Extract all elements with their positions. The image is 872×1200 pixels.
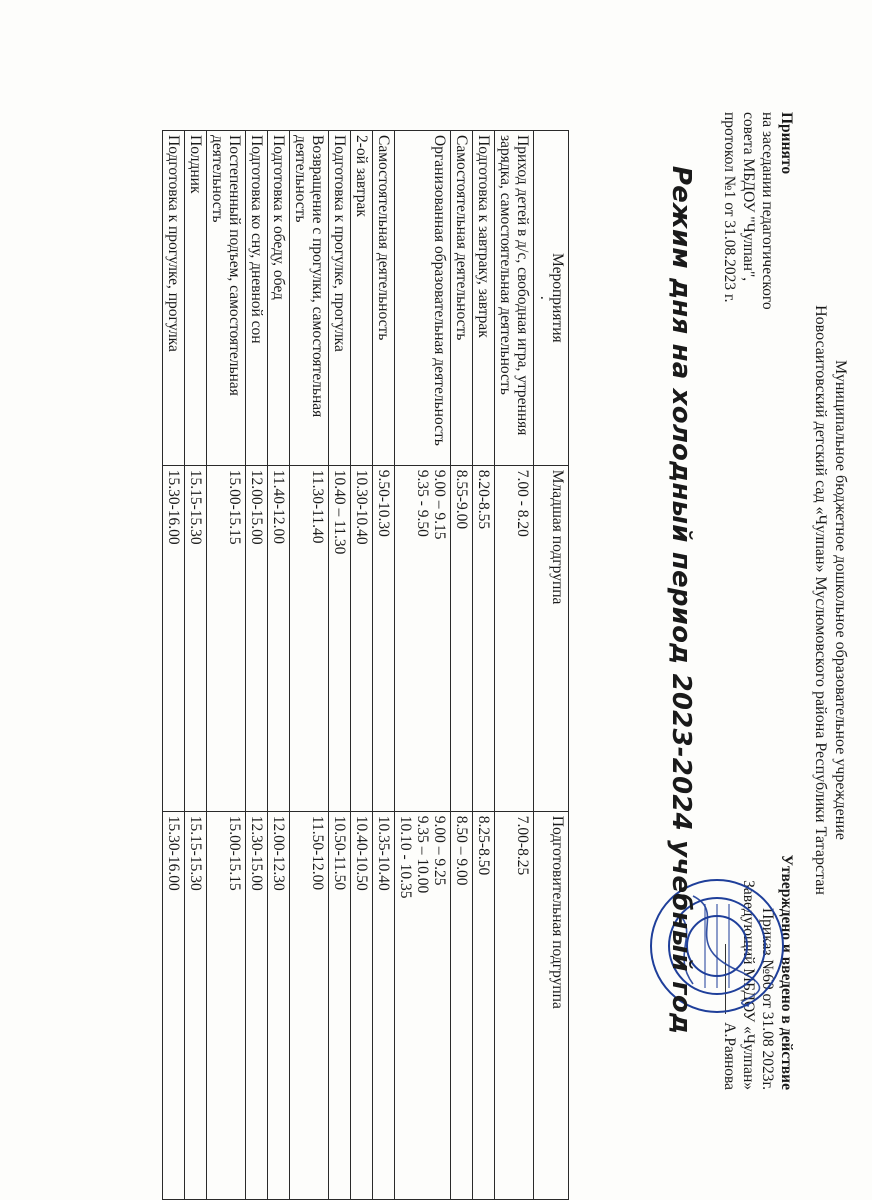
org-line-2: Новосаитовский детский сад «Чулпан» Муслюмовского района Республики Татарстан (812, 305, 829, 895)
junior-time-cell: 10.40 – 11.30 (329, 465, 351, 811)
senior-time-cell: 15.00-15.15 (207, 811, 246, 1199)
approved-heading: Утверждено и введено в действие (778, 854, 795, 1090)
activity-cell: Возвращение с прогулки, самостоятельная деятельность (290, 131, 329, 466)
activity-cell: Организованная образовательная деятельность (395, 131, 451, 466)
table-row (451, 131, 473, 1200)
junior-time-cell: 15.15-15.30 (185, 465, 207, 811)
junior-time-cell: 8.20-8.55 (473, 465, 495, 811)
junior-time-cell: 9.00 – 9.15 9.35 - 9.50 (395, 465, 451, 811)
junior-time-cell: 9.50-10.30 (373, 465, 395, 811)
activity-cell: Подготовка к прогулке, прогулка (329, 131, 351, 466)
table-row (329, 131, 351, 1200)
junior-time-cell: 8.55-9.00 (451, 465, 473, 811)
table-row (495, 131, 534, 1200)
activity-cell: Самостоятельная деятельность (373, 131, 395, 466)
table-row (268, 131, 290, 1200)
approved-signatory: А.Раянова (721, 1022, 738, 1090)
approved-line-2: Заведующий МБДОУ «Чулпан» (740, 880, 757, 1090)
table-header-row (534, 131, 569, 1200)
activity-cell: Самостоятельная деятельность (451, 131, 473, 466)
schedule-table (162, 130, 569, 1200)
junior-time-cell: 11.40-12.00 (268, 465, 290, 811)
junior-time-cell: 15.00-15.15 (207, 465, 246, 811)
org-line-1: Муниципальное бюджетное дошкольное образовательное учреждение (832, 360, 849, 840)
header-junior-group: Младшая подгруппа (534, 465, 569, 811)
page-title: Режим дня на холодный период 2023-2024 учебный год (666, 165, 696, 1035)
activity-cell: 2-ой завтрак (351, 131, 373, 466)
activity-cell: Подготовка ко сну, дневной сон (246, 131, 268, 466)
senior-time-cell: 8.50 – 9.00 (451, 811, 473, 1199)
header-activity-label: Мероприятия (549, 253, 566, 343)
senior-time-cell: 15.30-16.00 (163, 811, 185, 1199)
accepted-block (720, 112, 796, 310)
senior-time-cell: 15.15-15.30 (185, 811, 207, 1199)
junior-time-cell: 10.30-10.40 (351, 465, 373, 811)
senior-time-cell: 12.00-12.30 (268, 811, 290, 1199)
table-row (207, 131, 246, 1200)
activity-cell: Постепенный подъем, самостоятельная деятельность (207, 131, 246, 466)
schedule-rows (163, 131, 534, 1200)
accepted-line-2: совета МБДОУ "Чулпан", (740, 112, 757, 282)
senior-time-cell: 8.25-8.50 (473, 811, 495, 1199)
approved-line-1: Приказ №60 от 31.08 2023г. (759, 907, 776, 1090)
table-row (395, 131, 451, 1200)
table-row (163, 131, 185, 1200)
senior-time-cell: 9.00 – 9.25 9.35 – 10.00 10.10 - 10.35 (395, 811, 451, 1199)
junior-time-cell: 11.30-11.40 (290, 465, 329, 811)
header-activity (534, 131, 569, 466)
junior-time-cell: 12.00-15.00 (246, 465, 268, 811)
activity-cell: Подготовка к завтраку, завтрак (473, 131, 495, 466)
organization-header (810, 0, 850, 1200)
accepted-line-1: на заседании педагогического (759, 112, 776, 310)
senior-time-cell: 7.00-8.25 (495, 811, 534, 1199)
junior-time-cell: 7.00 - 8.20 (495, 465, 534, 811)
table-row (473, 131, 495, 1200)
activity-cell: Подготовка к обеду, обед (268, 131, 290, 466)
accepted-heading: Принято (778, 112, 795, 175)
activity-cell: Полдник (185, 131, 207, 466)
table-row (373, 131, 395, 1200)
header-activity-mark: . (537, 295, 554, 300)
senior-time-cell: 10.50-11.50 (329, 811, 351, 1199)
activity-cell: Подготовка к прогулке, прогулка (163, 131, 185, 466)
activity-cell: Приход детей в д/с, свободная игра, утренняя зарядка, самостоятельная деятельность (495, 131, 534, 466)
table-row (185, 131, 207, 1200)
senior-time-cell: 12.30-15.00 (246, 811, 268, 1199)
accepted-line-3: протокол №1 от 31.08.2023 г. (721, 112, 738, 303)
senior-time-cell: 10.35-10.40 (373, 811, 395, 1199)
senior-time-cell: 11.50-12.00 (290, 811, 329, 1199)
table-row (290, 131, 329, 1200)
header-senior-group: Подготовительная подгруппа (534, 811, 569, 1199)
junior-time-cell: 15.30-16.00 (163, 465, 185, 811)
table-row (351, 131, 373, 1200)
senior-time-cell: 10.40-10.50 (351, 811, 373, 1199)
table-row (246, 131, 268, 1200)
